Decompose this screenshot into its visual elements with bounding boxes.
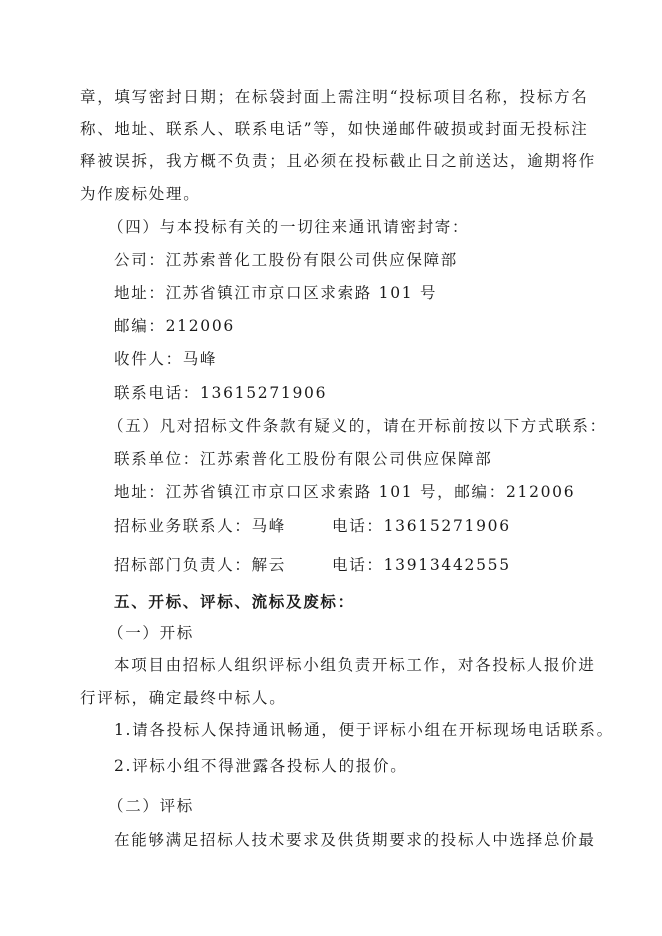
- list-item: 1.请各投标人保持通讯畅通，便于评标小组在开标现场电话联系。: [114, 721, 614, 739]
- recipient-line: 收件人：马峰: [114, 350, 218, 368]
- postcode-line: 邮编：212006: [114, 317, 235, 335]
- paragraph-line: 行评标，确定最终中标人。: [80, 689, 287, 707]
- list-item: 2.评标小组不得泄露各投标人的报价。: [114, 757, 408, 775]
- paragraph-line: 在能够满足招标人技术要求及供货期要求的投标人中选择总价最: [114, 831, 596, 849]
- section-heading: （四）与本投标有关的一切往来通讯请密封寄：: [108, 218, 470, 236]
- section-heading: （一）开标: [108, 624, 195, 642]
- contact-phone: 电话：13615271906: [332, 517, 511, 535]
- company-line: 公司：江苏索普化工股份有限公司供应保障部: [114, 251, 459, 269]
- address-line: 地址：江苏省镇江市京口区求索路 101 号: [114, 284, 438, 302]
- section-heading: （五）凡对招标文件条款有疑义的，请在开标前按以下方式联系：: [108, 417, 607, 435]
- contact-name: 招标业务联系人：马峰: [114, 517, 287, 535]
- paragraph-line: 释被误拆，我方概不负责；且必须在投标截止日之前送达，逾期将作: [80, 152, 597, 170]
- chapter-heading: 五、开标、评标、流标及废标：: [114, 592, 355, 611]
- section-heading: （二）评标: [108, 797, 195, 815]
- paragraph-line: 章，填写密封日期；在标袋封面上需注明“投标项目名称，投标方名: [80, 88, 589, 106]
- contact-unit-line: 联系单位：江苏索普化工股份有限公司供应保障部: [114, 450, 493, 468]
- paragraph-line: 本项目由招标人组织评标小组负责开标工作，对各投标人报价进: [114, 656, 596, 674]
- address-line: 地址：江苏省镇江市京口区求索路 101 号，邮编：212006: [114, 483, 576, 501]
- manager-name: 招标部门负责人：解云: [114, 556, 287, 574]
- phone-line: 联系电话：13615271906: [114, 384, 328, 402]
- paragraph-line: 为作废标处理。: [80, 185, 201, 203]
- contact-line: [114, 516, 511, 536]
- paragraph-line: 称、地址、联系人、联系电话”等，如快递邮件破损或封面无投标注: [80, 120, 589, 138]
- manager-phone: 电话：13913442555: [332, 556, 511, 574]
- manager-line: [114, 555, 511, 575]
